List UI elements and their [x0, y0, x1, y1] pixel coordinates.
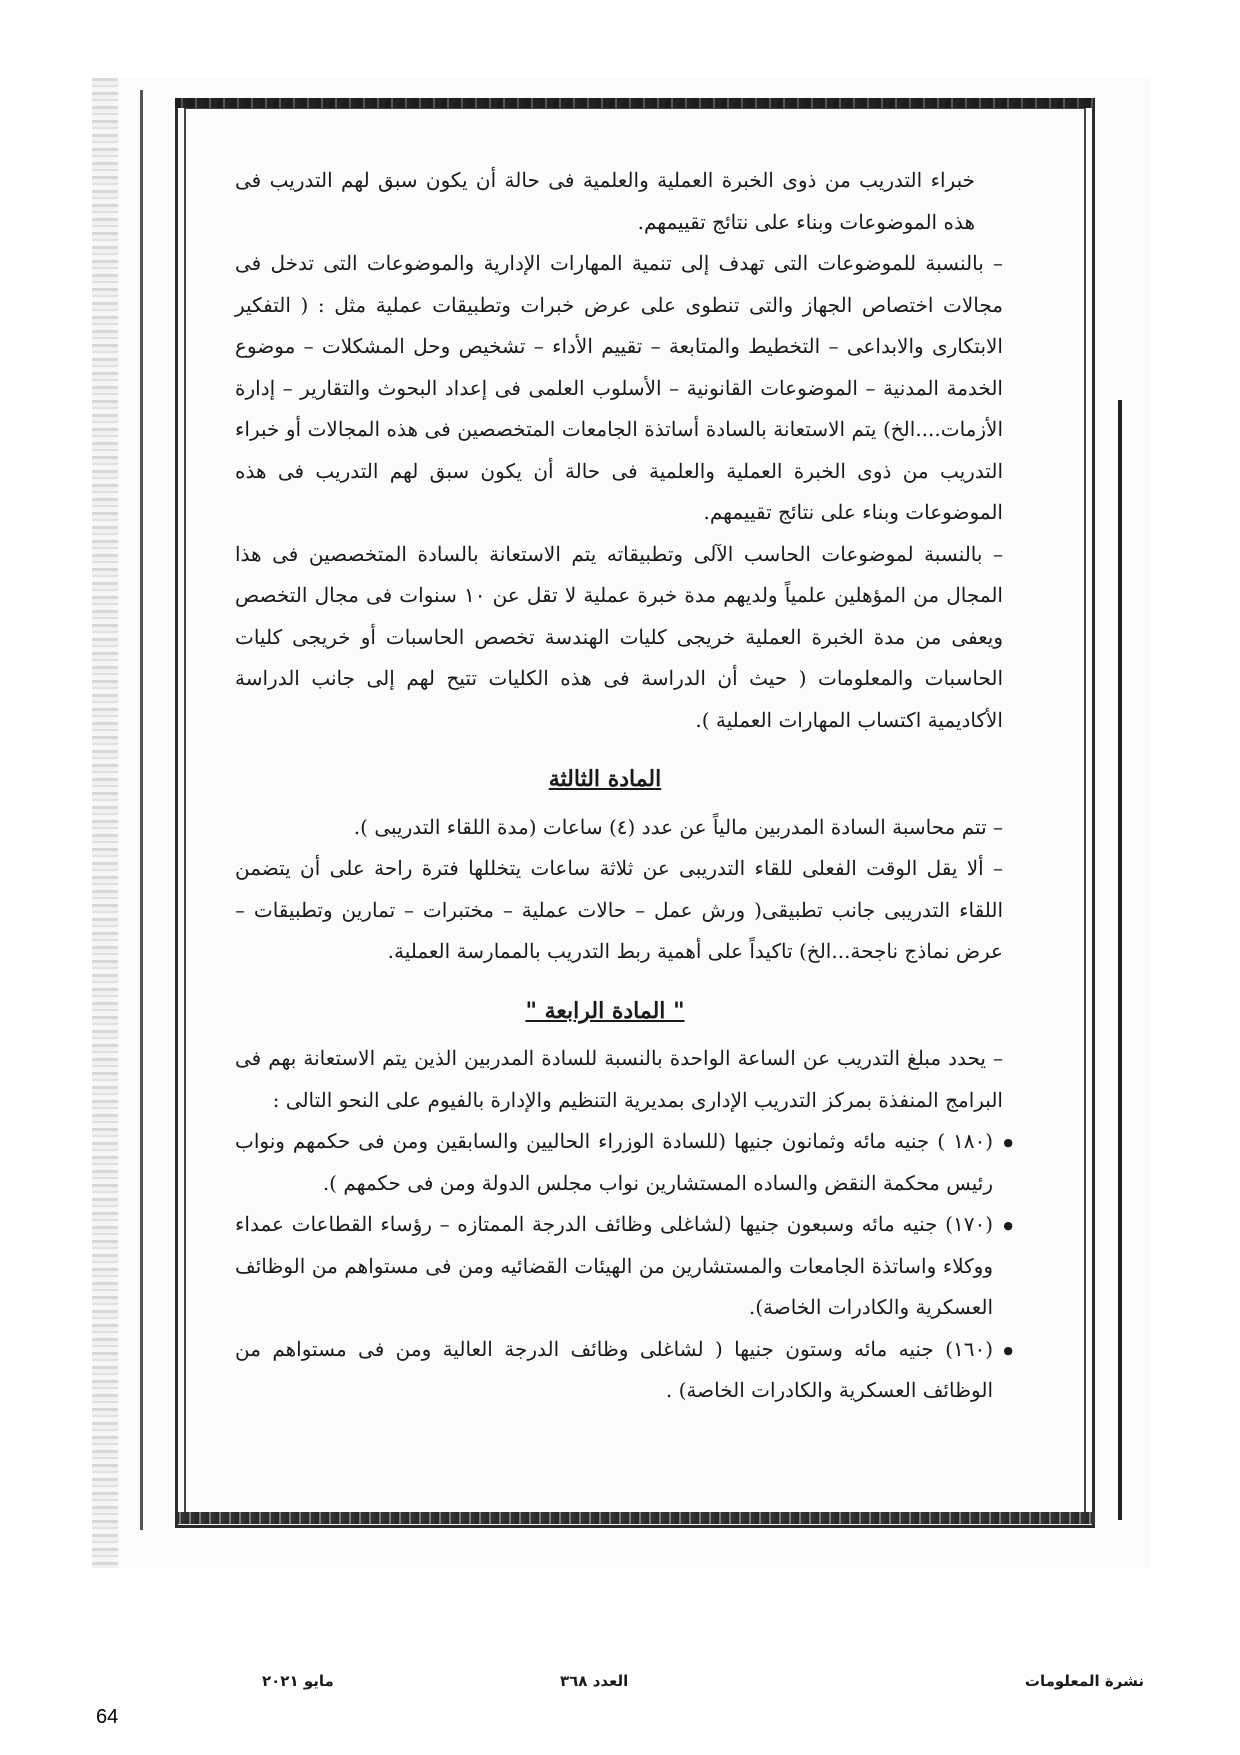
page-border-bottom: [175, 1512, 1095, 1524]
fee-bullet-item: ● (١٦٠) جنيه مائه وستون جنيها ( لشاغلى وظائف الدرجة العالية ومن فى مستواهم من الوظائف العسكرية والكادرات الخاصة) .: [235, 1329, 993, 1412]
article-3-heading: المادة الثالثة: [548, 766, 662, 792]
paragraph-computer-topics: – بالنسبة لموضوعات الحاسب الآلى وتطبيقاته يتم الاستعانة بالسادة المتخصصين فى هذا المجال من المؤهلين علمياً ولديهم مدة خبرة عملية لا تقل عن ١٠ سنوات فى مجال التخصص ويعفى من مدة الخبرة العملية خريجى كليات الهندسة تخصص الحاسبات أو خريجى كليات الحاسبات والمعلومات ( حيث أن الدراسة فى هذه الكليات تتيح لهم إلى جانب الدراسة الأكاديمية اكتساب المهارات العملية ).: [235, 534, 1003, 742]
article-4-intro: – يحدد مبلغ التدريب عن الساعة الواحدة بالنسبة للسادة المدربين الذين يتم الاستعانة بهم فى البرامج المنفذة بمركز التدريب الإدارى بمديرية التنظيم والإدارة بالفيوم على النحو التالى :: [235, 1038, 1003, 1121]
margin-rule-left: [140, 90, 143, 1530]
document-body: [235, 160, 1003, 1412]
paragraph-continued: خبراء التدريب من ذوى الخبرة العملية والعلمية فى حالة أن يكون سبق لهم التدريب فى هذه الموضوعات وبناء على نتائج تقييمهم.: [235, 168, 975, 234]
article-3-item: – تتم محاسبة السادة المدربين مالياً عن عدد (٤) ساعات (مدة اللقاء التدريبى ).: [235, 807, 1003, 849]
article-4-heading: " المادة الرابعة ": [525, 997, 685, 1024]
page-number: 64: [96, 1706, 119, 1728]
fee-bullet-item: ● (١٨٠ ) جنيه مائه وثمانون جنيها (للسادة الوزراء الحاليين والسابقين ومن فى حكمهم ونواب رئيس محكمة النقض والساده المستشارين نواب مجلس الدولة ومن فى حكمهم ).: [235, 1121, 993, 1204]
paragraph-admin-skills: – بالنسبة للموضوعات التى تهدف إلى تنمية المهارات الإدارية والموضوعات التى تدخل فى مجالات اختصاص الجهاز والتى تنطوى على عرض خبرات وتطبيقات عملية مثل : ( التفكير الابتكارى والابداعى – التخطيط والمتابعة – تقييم الأداء – تشخيص وحل المشكلات – موضوع الخدمة المدنية – الموضوعات القانونية – الأسلوب العلمى فى إعداد البحوث والتقارير – إدارة الأزمات....الخ) يتم الاستعانة بالسادة أساتذة الجامعات المتخصصين فى هذه المجالات أو خبراء التدريب من ذوى الخبرة العملية والعلمية فى حالة أن يكون سبق لهم التدريب فى هذه الموضوعات وبناء على نتائج تقييمهم.: [235, 243, 1003, 534]
margin-rule-right: [1118, 400, 1122, 1520]
fee-bullet-item: ● (١٧٠) جنيه مائه وسبعون جنيها (لشاغلى وظائف الدرجة الممتازه – رؤساء القطاعات عمداء ووكلاء واساتذة الجامعات والمستشارين من الهيئات القضائيه ومن فى مستواهم من الوظائف العسكرية والكادرات الخاصة).: [235, 1204, 993, 1329]
footer-issue: العدد ٣٦٨: [560, 1672, 629, 1690]
page-border-top: [175, 98, 1095, 108]
footer-publication: نشرة المعلومات: [1024, 1672, 1144, 1690]
article-3-item: – ألا يقل الوقت الفعلى للقاء التدريبى عن ثلاثة ساعات يتخللها فترة راحة على أن يتضمن اللقاء التدريبى جانب تطبيقى( ورش عمل – حالات عملية – مختبرات – تمارين وتطبيقات – عرض نماذج ناجحة...الخ) تاكيداً على أهمية ربط التدريب بالممارسة العملية.: [235, 848, 1003, 973]
scan-edge-shadow: [92, 78, 118, 1568]
footer-date: مايو ٢٠٢١: [262, 1672, 334, 1690]
